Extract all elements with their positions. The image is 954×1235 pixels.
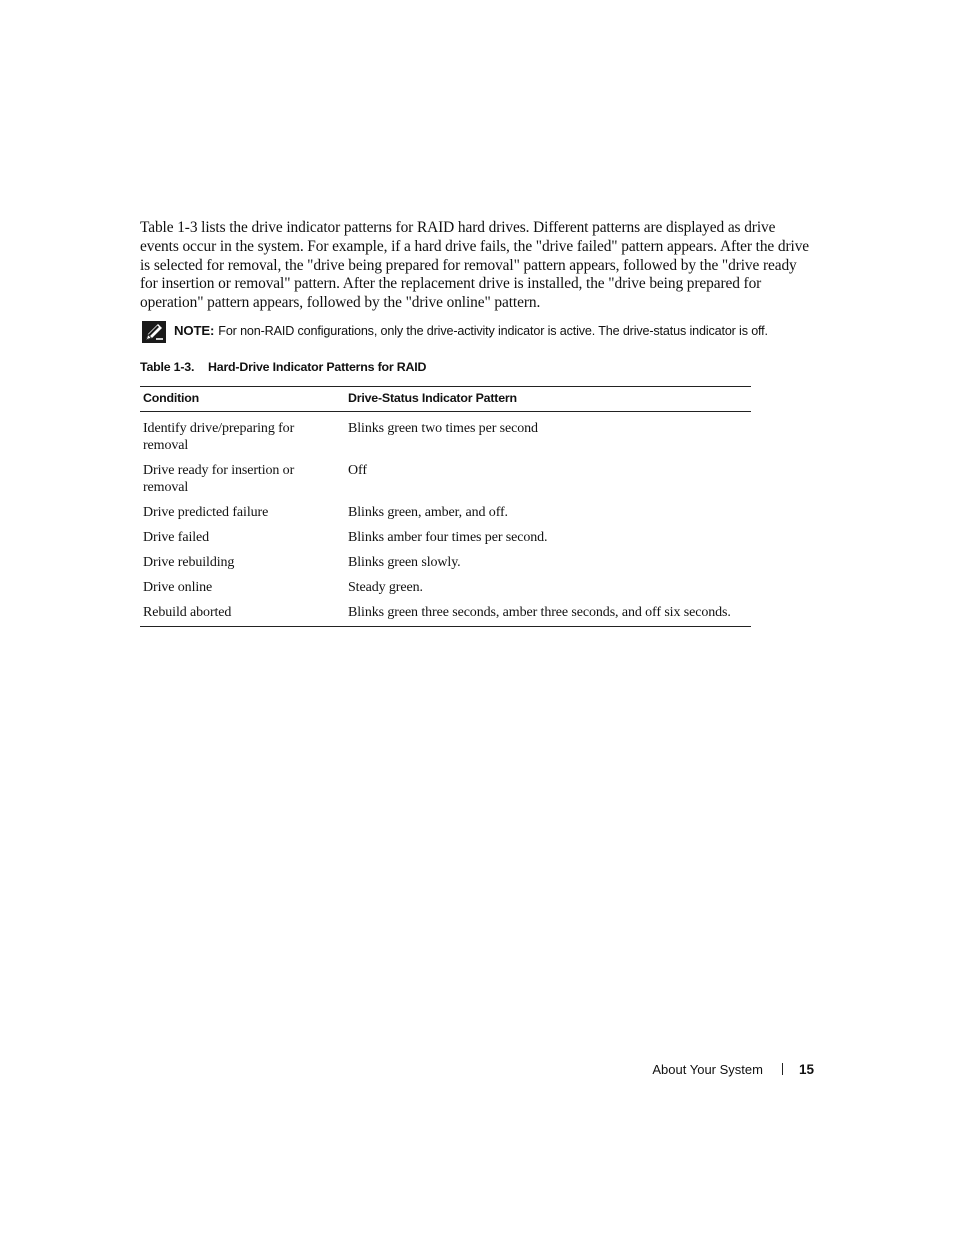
indicator-table-container [140,386,751,627]
condition-cell: Drive ready for insertion or removal [143,463,295,495]
pencil-note-icon [142,321,166,343]
table-row [140,521,751,546]
indicator-patterns-table [140,386,751,627]
footer-section-title: About Your System [652,1062,763,1077]
table-row [140,454,751,496]
pattern-cell: Blinks green, amber, and off. [348,505,508,520]
note-label: NOTE: [174,323,215,338]
pattern-cell: Blinks green two times per second [348,421,538,436]
condition-cell: Drive rebuilding [143,555,235,570]
condition-cell: Identify drive/preparing for removal [143,421,295,453]
condition-cell: Rebuild aborted [140,596,345,627]
table-caption-title: Hard-Drive Indicator Patterns for RAID [208,360,427,374]
pattern-cell: Blinks amber four times per second. [348,530,548,545]
table-caption-number: Table 1-3. [140,360,195,374]
page-footer [620,1061,814,1079]
pattern-cell: Steady green. [348,580,423,595]
table-row [140,571,751,596]
condition-cell: Drive predicted failure [143,505,269,520]
footer-divider [782,1063,783,1075]
table-row [140,596,751,627]
pattern-cell: Blinks green slowly. [348,555,461,570]
condition-cell: Drive failed [143,530,210,545]
condition-cell: Drive online [143,580,213,595]
note-text-line [174,322,768,340]
header-pattern: Drive-Status Indicator Pattern [345,387,751,412]
table-header-row [140,387,751,412]
table-caption [140,358,426,376]
intro-paragraph: Table 1-3 lists the drive indicator patterns for RAID hard drives. Different patterns are displayed as drive events occur in the system. For example, if a hard drive fails, the "drive failed" pattern appears. After the drive is selected for removal, the "drive being prepared for removal" pattern appears, followed by the "drive ready for insertion or removal" pattern. After the replacement drive is installed, the "drive being prepared for operation" pattern appears, followed by the "drive online" pattern. [140,219,810,312]
page-number: 15 [798,1062,814,1077]
pattern-cell: Blinks green three seconds, amber three seconds, and off six seconds. [345,596,751,627]
table-row [140,412,751,455]
header-condition: Condition [140,387,345,412]
note-body: For non-RAID configurations, only the drive-activity indicator is active. The drive-status indicator is off. [218,324,768,338]
pattern-cell: Off [348,463,367,478]
note-callout [140,321,820,343]
table-row [140,496,751,521]
table-row [140,546,751,571]
